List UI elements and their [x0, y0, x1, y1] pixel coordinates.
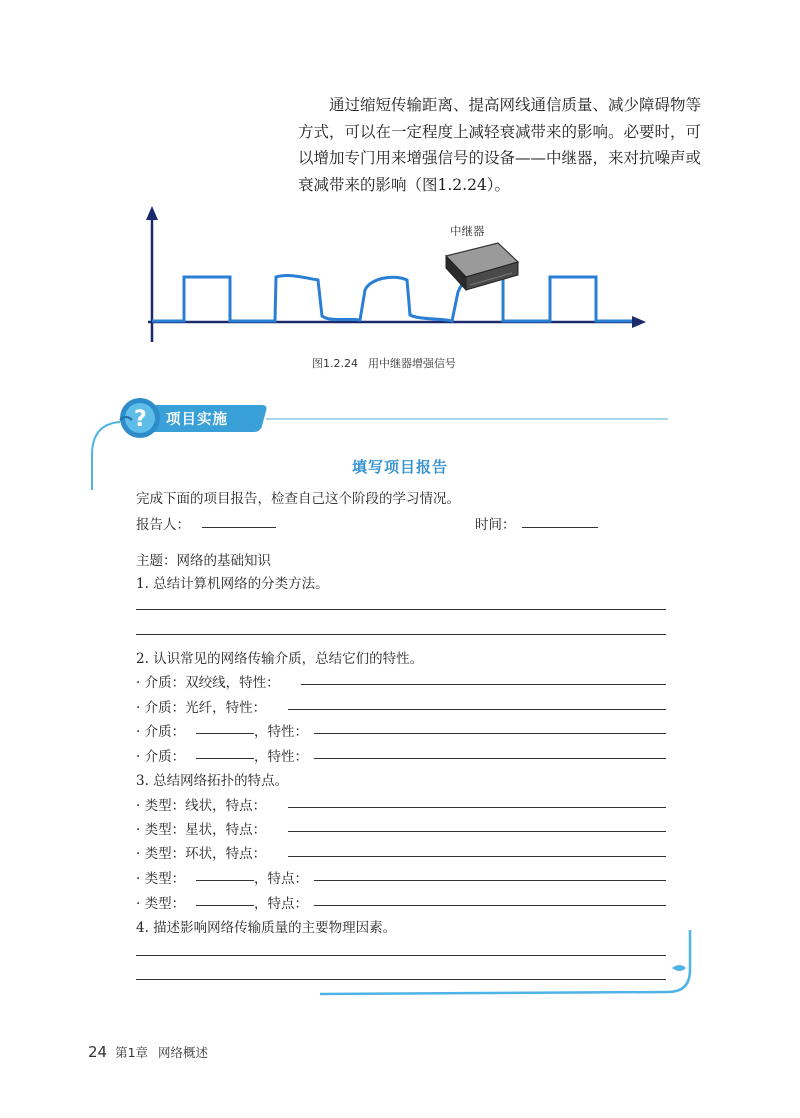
- medium-3-suffix: ，特性：: [254, 724, 308, 740]
- type-5-name-field[interactable]: [196, 905, 254, 906]
- medium-3-property-field[interactable]: [314, 733, 666, 734]
- time-label: 时间：: [475, 517, 516, 533]
- medium-4-name-field[interactable]: [196, 758, 254, 759]
- bus-feature-field[interactable]: [288, 807, 666, 808]
- report-title: 填写项目报告: [351, 458, 448, 476]
- question-1: 1. 总结计算机网络的分类方法。: [136, 576, 329, 592]
- type-5-feature-field[interactable]: [314, 905, 666, 906]
- type-4-prefix: · 类型：: [136, 871, 186, 887]
- type-4-feature-field[interactable]: [314, 880, 666, 881]
- question-2: 2. 认识常见的网络传输介质，总结它们的特性。: [136, 651, 424, 667]
- type-star-label: · 类型：星状，特点：: [136, 822, 267, 838]
- type-5-prefix: · 类型：: [136, 896, 186, 912]
- twisted-pair-property-field[interactable]: [301, 684, 666, 685]
- star-feature-field[interactable]: [288, 831, 666, 832]
- figure-caption: [312, 355, 456, 371]
- medium-3-prefix: · 介质：: [136, 724, 186, 740]
- medium-4-property-field[interactable]: [314, 758, 666, 759]
- question-3: 3. 总结网络拓扑的特点。: [136, 773, 289, 789]
- answer-line-q1-a[interactable]: [136, 609, 666, 610]
- type-4-suffix: ，特点：: [254, 871, 308, 887]
- report-topic: 主题：网络的基础知识: [136, 553, 271, 569]
- medium-3-name-field[interactable]: [196, 733, 254, 734]
- question-4: 4. 描述影响网络传输质量的主要物理因素。: [136, 920, 397, 936]
- figure-caption-number: 图1.2.24: [312, 357, 358, 370]
- medium-fiber-label: · 介质：光纤，特性：: [136, 700, 267, 716]
- page-number: 24: [88, 1043, 108, 1061]
- type-bus-label: · 类型：线状，特点：: [136, 798, 267, 814]
- intro-text: 通过缩短传输距离、提高网线通信质量、减少障碍物等方式，可以在一定程度上减轻衰减带来的影响。必要时，可以增加专门用来增强信号的设备——中继器，来对抗噪声或衰减带来的影响（图1.2.24）。: [298, 96, 702, 194]
- answer-line-q4-b[interactable]: [136, 979, 666, 980]
- type-5-suffix: ，特点：: [254, 896, 308, 912]
- reporter-field[interactable]: [202, 527, 276, 528]
- chapter-number: 第1章: [115, 1045, 149, 1060]
- repeater-label: 中继器: [450, 224, 485, 238]
- section-title: 项目实施: [166, 412, 228, 428]
- page-footer: [88, 1043, 208, 1061]
- type-4-name-field[interactable]: [196, 880, 254, 881]
- y-axis-arrow: [146, 206, 158, 220]
- fiber-property-field[interactable]: [288, 709, 666, 710]
- type-ring-label: · 类型：环状，特点：: [136, 846, 267, 862]
- answer-line-q4-a[interactable]: [136, 955, 666, 956]
- medium-4-prefix: · 介质：: [136, 749, 186, 765]
- time-field[interactable]: [522, 527, 598, 528]
- answer-line-q1-b[interactable]: [136, 634, 666, 635]
- report-instruction: 完成下面的项目报告，检查自己这个阶段的学习情况。: [136, 491, 460, 507]
- ring-feature-field[interactable]: [288, 856, 666, 857]
- x-axis-arrow: [632, 316, 646, 328]
- chapter-title: 网络概述: [158, 1045, 209, 1060]
- signal-waveform: [152, 275, 632, 321]
- svg-text:?: ?: [134, 407, 147, 432]
- figure-caption-text: 用中继器增强信号: [368, 357, 456, 370]
- medium-twisted-pair-label: · 介质：双绞线，特性：: [136, 675, 280, 691]
- reporter-label: 报告人：: [136, 517, 190, 533]
- repeater-device-icon: [446, 243, 518, 290]
- medium-4-suffix: ，特性：: [254, 749, 308, 765]
